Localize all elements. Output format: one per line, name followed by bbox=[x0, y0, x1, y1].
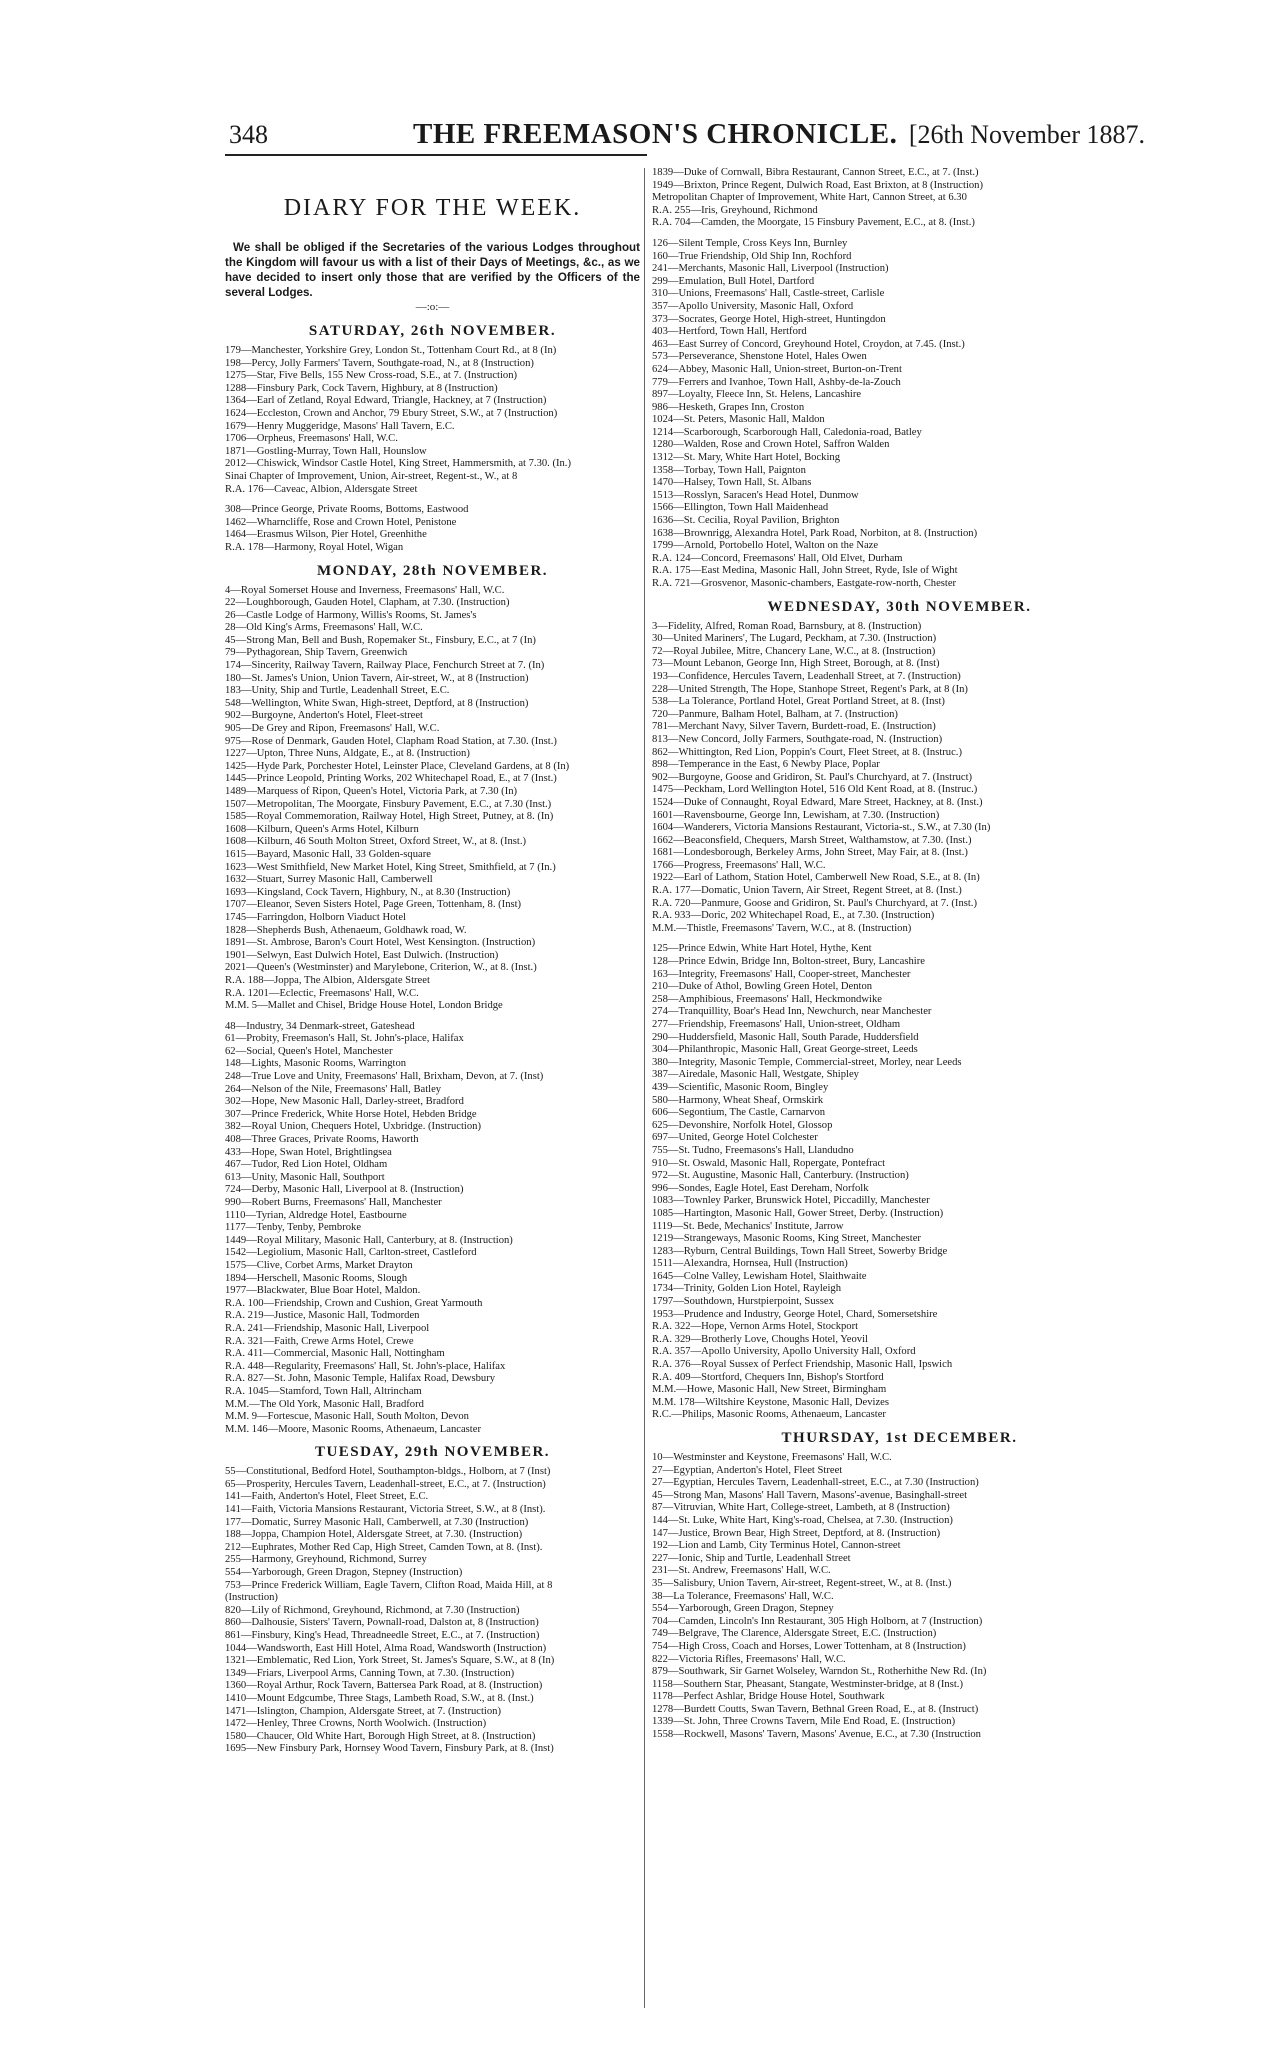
tuesday-list-continued bbox=[652, 167, 1147, 230]
lodge-entry: 1766—Progress, Freemasons' Hall, W.C. bbox=[652, 859, 826, 871]
lodge-entry: 210—Duke of Athol, Bowling Green Hotel, Denton bbox=[652, 981, 873, 993]
lodge-entry: 1681—Londesborough, Berkeley Arms, John Street, May Fair, at 8. (Inst.) bbox=[652, 847, 968, 859]
lodge-entry: 697—United, George Hotel Colchester bbox=[652, 1132, 818, 1144]
lodge-entry: 1219—Strangeways, Masonic Rooms, King Street, Manchester bbox=[652, 1233, 921, 1245]
lodge-entry: 177—Domatic, Surrey Masonic Hall, Camberwell, at 7.30 (Instruction) bbox=[225, 1516, 529, 1528]
lodge-entry: 198—Percy, Jolly Farmers' Tavern, Southgate-road, N., at 8 (Instruction) bbox=[225, 357, 534, 369]
lodge-entry: Sinai Chapter of Improvement, Union, Air-street, Regent-st., W., at 8 bbox=[225, 470, 518, 482]
lodge-entry: 3—Fidelity, Alfred, Roman Road, Barnsbury, at 8. (Instruction) bbox=[652, 620, 922, 632]
lodge-entry: R.A. 219—Justice, Masonic Hall, Todmorden bbox=[225, 1310, 420, 1322]
lodge-entry: 1339—St. John, Three Crowns Tavern, Mile End Road, E. (Instruction) bbox=[652, 1716, 956, 1728]
lodge-entry: R.A. 720—Panmure, Goose and Gridiron, St. Paul's Churchyard, at 7. (Inst.) bbox=[652, 897, 977, 909]
lodge-entry: R.A. 827—St. John, Masonic Temple, Halifax Road, Dewsbury bbox=[225, 1373, 496, 1385]
lodge-entry: 1470—Halsey, Town Hall, St. Albans bbox=[652, 477, 812, 489]
lodge-entry: 822—Victoria Rifles, Freemasons' Hall, W.C. bbox=[652, 1653, 846, 1665]
lodge-entry: 147—Justice, Brown Bear, High Street, Deptford, at 8. (Instruction) bbox=[652, 1527, 941, 1539]
thursday-list bbox=[652, 1452, 1147, 1742]
right-column bbox=[652, 167, 1147, 1742]
lodge-entry: 302—Hope, New Masonic Hall, Darley-street, Bradford bbox=[225, 1096, 464, 1108]
lodge-entry: 408—Three Graces, Private Rooms, Haworth bbox=[225, 1134, 419, 1146]
lodge-entry: 1227—Upton, Three Nuns, Aldgate, E., at 8. (Instruction) bbox=[225, 748, 470, 760]
lodge-entry: 10—Westminster and Keystone, Freemasons' Hall, W.C. bbox=[652, 1452, 892, 1463]
lodge-entry: 724—Derby, Masonic Hall, Liverpool at 8. (Instruction) bbox=[225, 1184, 464, 1196]
lodge-entry: 1839—Duke of Cornwall, Bibra Restaurant, Cannon Street, E.C., at 7. (Inst.) bbox=[652, 167, 979, 178]
lodge-entry: 183—Unity, Ship and Turtle, Leadenhall Street, E.C. bbox=[225, 685, 450, 697]
lodge-entry: 781—Merchant Navy, Silver Tavern, Burdett-road, E. (Instruction) bbox=[652, 721, 936, 733]
lodge-entry: 1734—Trinity, Golden Lion Hotel, Rayleigh bbox=[652, 1283, 842, 1295]
lodge-entry: 380—Integrity, Masonic Temple, Commercial-street, Morley, near Leeds bbox=[652, 1056, 962, 1068]
lodge-entry: 1575—Clive, Corbet Arms, Market Drayton bbox=[225, 1259, 413, 1271]
lodge-entry: 1706—Orpheus, Freemasons' Hall, W.C. bbox=[225, 433, 398, 445]
lodge-entry: 231—St. Andrew, Freemasons' Hall, W.C. bbox=[652, 1565, 831, 1577]
lodge-entry: R.A. 411—Commercial, Masonic Hall, Nottingham bbox=[225, 1348, 445, 1360]
monday-list-provincial bbox=[225, 1021, 640, 1437]
issue-date: [26th November 1887. bbox=[908, 120, 1145, 149]
lodge-entry: 1275—Star, Five Bells, 155 New Cross-road, S.E., at 7. (Instruction) bbox=[225, 370, 518, 382]
lodge-entry: R.A. 255—Iris, Greyhound, Richmond bbox=[652, 204, 818, 216]
gap bbox=[652, 230, 1147, 238]
lodge-entry: 1507—Metropolitan, The Moorgate, Finsbury Pavement, E.C., at 7.30 (Inst.) bbox=[225, 798, 552, 810]
lodge-entry: 180—St. James's Union, Union Tavern, Air-street, W., at 8 (Instruction) bbox=[225, 672, 529, 684]
lodge-entry: 720—Panmure, Balham Hotel, Balham, at 7. (Instruction) bbox=[652, 708, 898, 720]
lodge-entry: 1608—Kilburn, Queen's Arms Hotel, Kilburn bbox=[225, 823, 419, 835]
lodge-entry: 188—Joppa, Champion Hotel, Aldersgate Street, at 7.30. (Instruction) bbox=[225, 1529, 523, 1541]
lodge-entry: 73—Mount Lebanon, George Inn, High Street, Borough, at 8. (Inst) bbox=[652, 658, 940, 670]
lodge-entry: 144—St. Luke, White Hart, King's-road, Chelsea, at 7.30. (Instruction) bbox=[652, 1514, 953, 1526]
lodge-entry: 241—Merchants, Masonic Hall, Liverpool (Instruction) bbox=[652, 263, 889, 275]
lodge-entry: 28—Old King's Arms, Freemasons' Hall, W.C. bbox=[225, 622, 423, 634]
lodge-entry: 1083—Townley Parker, Brunswick Hotel, Piccadilly, Manchester bbox=[652, 1195, 930, 1207]
lodge-entry: 580—Harmony, Wheat Sheaf, Ormskirk bbox=[652, 1094, 824, 1106]
wednesday-heading: WEDNESDAY, 30th NOVEMBER. bbox=[767, 598, 1032, 615]
lodge-entry: 1524—Duke of Connaught, Royal Edward, Mare Street, Hackney, at 8. (Inst.) bbox=[652, 796, 983, 808]
lodge-entry: 1922—Earl of Lathom, Station Hotel, Camberwell New Road, S.E., at 8. (In) bbox=[652, 872, 980, 884]
lodge-entry: 1901—Selwyn, East Dulwich Hotel, East Dulwich. (Instruction) bbox=[225, 949, 499, 961]
lodge-entry: 753—Prince Frederick William, Eagle Tavern, Clifton Road, Maida Hill, at 8 bbox=[225, 1579, 553, 1591]
lodge-entry: 1693—Kingsland, Cock Tavern, Highbury, N., at 8.30 (Instruction) bbox=[225, 886, 511, 898]
lodge-entry: 48—Industry, 34 Denmark-street, Gateshead bbox=[225, 1020, 415, 1032]
lodge-entry: 1110—Tyrian, Aldredge Hotel, Eastbourne bbox=[225, 1209, 407, 1221]
column-divider bbox=[644, 168, 645, 2008]
lodge-entry: 248—True Love and Unity, Freemasons' Hall, Brixham, Devon, at 7. (Inst) bbox=[225, 1071, 544, 1083]
lodge-entry: R.A. 376—Royal Sussex of Perfect Friendship, Masonic Hall, Ipswich bbox=[652, 1359, 953, 1371]
lodge-entry: 1662—Beaconsfield, Chequers, Marsh Street, Walthamstow, at 7.30. (Inst.) bbox=[652, 834, 972, 846]
lodge-entry: 1489—Marquess of Ripon, Queen's Hotel, Victoria Park, at 7.30 (In) bbox=[225, 786, 518, 797]
lodge-entry: 141—Faith, Anderton's Hotel, Fleet Street, E.C. bbox=[225, 1491, 429, 1503]
lodge-entry: 27—Egyptian, Anderton's Hotel, Fleet Street bbox=[652, 1464, 843, 1476]
lodge-entry: 861—Finsbury, King's Head, Threadneedle Street, E.C., at 7. (Instruction) bbox=[225, 1630, 540, 1641]
lodge-entry: 573—Perseverance, Shenstone Hotel, Hales Owen bbox=[652, 351, 867, 363]
lodge-entry: 227—Ionic, Ship and Turtle, Leadenhall Street bbox=[652, 1552, 851, 1564]
lodge-entry: 72—Royal Jubilee, Mitre, Chancery Lane, W.C., at 8. (Instruction) bbox=[652, 645, 936, 657]
wednesday-list bbox=[652, 621, 1147, 936]
lodge-entry: 55—Constitutional, Bedford Hotel, Southampton-bldgs., Holborn, at 7 (Inst) bbox=[225, 1466, 551, 1478]
lodge-entry: 126—Silent Temple, Cross Keys Inn, Burnley bbox=[652, 237, 848, 249]
tuesday-list bbox=[225, 1466, 640, 1756]
lodge-entry: 813—New Concord, Jolly Farmers, Southgate-road, N. (Instruction) bbox=[652, 733, 943, 745]
lodge-entry: 403—Hertford, Town Hall, Hertford bbox=[652, 326, 807, 338]
lodge-entry: 35—Salisbury, Union Tavern, Air-street, Regent-street, W., at 8. (Inst.) bbox=[652, 1577, 952, 1589]
saturday-heading: SATURDAY, 26th NOVEMBER. bbox=[308, 323, 557, 339]
lodge-entry: 1280—Walden, Rose and Crown Hotel, Saffron Walden bbox=[652, 439, 890, 451]
diary-title: DIARY FOR THE WEEK. bbox=[283, 195, 582, 221]
lodge-entry: 1623—West Smithfield, New Market Hotel, King Street, Smithfield, at 7 (In.) bbox=[225, 861, 556, 873]
tuesday-heading: TUESDAY, 29th NOVEMBER. bbox=[314, 1444, 551, 1461]
saturday-list bbox=[225, 345, 640, 496]
lodge-entry: R.A. 704—Camden, the Moorgate, 15 Finsbury Pavement, E.C., at 8. (Inst.) bbox=[652, 217, 975, 229]
lodge-entry: 299—Emulation, Bull Hotel, Dartford bbox=[652, 275, 815, 287]
lodge-entry: R.A. 176—Caveac, Albion, Aldersgate Street bbox=[225, 483, 418, 495]
saturday-list-provincial bbox=[225, 504, 640, 554]
lodge-entry: 310—Unions, Freemasons' Hall, Castle-street, Carlisle bbox=[652, 288, 885, 300]
lodge-entry: 1445—Prince Leopold, Printing Works, 202 Whitechapel Road, E., at 7 (Inst.) bbox=[225, 773, 557, 785]
lodge-entry: 1894—Herschell, Masonic Rooms, Slough bbox=[225, 1272, 408, 1284]
lodge-entry: 467—Tudor, Red Lion Hotel, Oldham bbox=[225, 1159, 388, 1171]
lodge-entry: 62—Social, Queen's Hotel, Manchester bbox=[225, 1045, 393, 1057]
lodge-entry: 45—Strong Man, Masons' Hall Tavern, Masons'-avenue, Basinghall-street bbox=[652, 1489, 968, 1501]
lodge-entry: R.A. 188—Joppa, The Albion, Aldersgate Street bbox=[225, 974, 430, 986]
tuesday-list-provincial bbox=[652, 238, 1147, 591]
lodge-entry: 2021—Queen's (Westminster) and Marylebone, Criterion, W., at 8. (Inst.) bbox=[225, 962, 537, 974]
lodge-entry: R.A. 409—Stortford, Chequers Inn, Bishop's Stortford bbox=[652, 1371, 884, 1383]
lodge-entry: 160—True Friendship, Old Ship Inn, Rochford bbox=[652, 250, 852, 262]
lodge-entry: 1891—St. Ambrose, Baron's Court Hotel, West Kensington. (Instruction) bbox=[225, 937, 536, 949]
lodge-entry: 898—Temperance in the East, 6 Newby Place, Poplar bbox=[652, 759, 880, 771]
lodge-entry: 1044—Wandsworth, East Hill Hotel, Alma Road, Wandsworth (Instruction) bbox=[225, 1642, 547, 1654]
lodge-entry: 2012—Chiswick, Windsor Castle Hotel, King Street, Hammersmith, at 7.30. (In.) bbox=[225, 458, 571, 470]
lodge-entry: R.A. 1045—Stamford, Town Hall, Altrincham bbox=[225, 1385, 422, 1397]
lodge-entry: R.A. 357—Apollo University, Apollo University Hall, Oxford bbox=[652, 1346, 916, 1358]
lodge-entry: 1214—Scarborough, Scarborough Hall, Caledonia-road, Batley bbox=[652, 426, 922, 438]
lodge-entry: 538—La Tolerance, Portland Hotel, Great Portland Street, at 8. (Inst) bbox=[652, 696, 945, 708]
lodge-entry: 548—Wellington, White Swan, High-street, Deptford, at 8 (Instruction) bbox=[225, 697, 529, 709]
lodge-entry: 1695—New Finsbury Park, Hornsey Wood Tavern, Finsbury Park, at 8. (Inst) bbox=[225, 1743, 554, 1755]
lodge-entry: R.A. 175—East Medina, Masonic Hall, John Street, Ryde, Isle of Wight bbox=[652, 565, 958, 577]
lodge-entry: 990—Robert Burns, Freemasons' Hall, Manchester bbox=[225, 1197, 442, 1208]
left-column bbox=[225, 195, 640, 1756]
lodge-entry: 1475—Peckham, Lord Wellington Hotel, 516 Old Kent Road, at 8. (Instruc.) bbox=[652, 784, 978, 796]
lodge-entry: 128—Prince Edwin, Bridge Inn, Bolton-street, Bury, Lancashire bbox=[652, 956, 925, 968]
masthead bbox=[225, 116, 1145, 156]
gap bbox=[225, 1013, 640, 1021]
lodge-entry: 1604—Wanderers, Victoria Mansions Restaurant, Victoria-st., S.W., at 7.30 (In) bbox=[652, 822, 991, 834]
lodge-entry: R.A. 100—Friendship, Crown and Cushion, Great Yarmouth bbox=[225, 1297, 483, 1309]
lodge-entry: 1471—Islington, Champion, Aldersgate Street, at 7. (Instruction) bbox=[225, 1705, 501, 1717]
lodge-entry: 1608—Kilburn, 46 South Molton Street, Oxford Street, W., at 8. (Inst.) bbox=[225, 836, 527, 848]
lodge-entry: 975—Rose of Denmark, Gauden Hotel, Clapham Road Station, at 7.30. (Inst.) bbox=[225, 735, 557, 747]
lodge-entry: 1449—Royal Military, Masonic Hall, Canterbury, at 8. (Instruction) bbox=[225, 1234, 513, 1246]
lodge-entry: R.A. 241—Friendship, Masonic Hall, Liverpool bbox=[225, 1322, 430, 1334]
lodge-entry: 38—La Tolerance, Freemasons' Hall, W.C. bbox=[652, 1590, 834, 1602]
lodge-entry: 45—Strong Man, Bell and Bush, Ropemaker St., Finsbury, E.C., at 7 (In) bbox=[225, 634, 536, 646]
lodge-entry: 1828—Shepherds Bush, Athenaeum, Goldhawk road, W. bbox=[225, 924, 467, 936]
lodge-entry: 1119—St. Bede, Mechanics' Institute, Jarrow bbox=[652, 1220, 844, 1232]
lodge-entry: 1178—Perfect Ashlar, Bridge House Hotel, Southwark bbox=[652, 1691, 885, 1703]
lodge-entry: 905—De Grey and Ripon, Freemasons' Hall, W.C. bbox=[225, 723, 440, 735]
lodge-entry: 1601—Ravensbourne, George Inn, Lewisham, at 7.30. (Instruction) bbox=[652, 809, 940, 821]
lodge-entry: 754—High Cross, Coach and Horses, Lower Tottenham, at 8 (Instruction) bbox=[652, 1640, 966, 1652]
lodge-entry: 192—Lion and Lamb, City Terminus Hotel, Cannon-street bbox=[652, 1540, 901, 1552]
lodge-entry: 1321—Emblematic, Red Lion, York Street, St. James's Square, S.W., at 8 (In) bbox=[225, 1655, 555, 1667]
lodge-entry: 986—Hesketh, Grapes Inn, Croston bbox=[652, 401, 805, 413]
diary-intro: We shall be obliged if the Secretaries of the various Lodges throughout the Kingdom will favour us with a list of their Days of Meetings, &c., as we have decided to insert only those that are verified by the Officers of the several Lodges. bbox=[225, 241, 640, 299]
lodge-entry: 1580—Chaucer, Old White Hart, Borough High Street, at 8. (Instruction) bbox=[225, 1730, 536, 1742]
lodge-entry: 174—Sincerity, Railway Tavern, Railway Place, Fenchurch Street at 7. (In) bbox=[225, 660, 545, 672]
lodge-entry: R.A. 329—Brotherly Love, Choughs Hotel, Yeovil bbox=[652, 1333, 868, 1345]
lodge-entry: 1464—Erasmus Wilson, Pier Hotel, Greenhithe bbox=[225, 529, 427, 541]
lodge-entry: R.A. 322—Hope, Vernon Arms Hotel, Stockport bbox=[652, 1321, 859, 1333]
lodge-entry: 382—Royal Union, Chequers Hotel, Uxbridge. (Instruction) bbox=[225, 1121, 481, 1133]
lodge-entry: 264—Nelson of the Nile, Freemasons' Hall, Batley bbox=[225, 1083, 442, 1095]
lodge-entry: 624—Abbey, Masonic Hall, Union-street, Burton-on-Trent bbox=[652, 363, 902, 375]
lodge-entry: R.A. 448—Regularity, Freemasons' Hall, St. John's-place, Halifax bbox=[225, 1360, 506, 1372]
lodge-entry: 1358—Torbay, Town Hall, Paignton bbox=[652, 464, 806, 476]
monday-list bbox=[225, 585, 640, 1013]
separator: —:o:— bbox=[415, 301, 450, 313]
lodge-entry: 27—Egyptian, Hercules Tavern, Leadenhall-street, E.C., at 7.30 (Instruction) bbox=[652, 1477, 979, 1489]
lodge-entry: 1624—Eccleston, Crown and Anchor, 79 Ebury Street, S.W., at 7 (Instruction) bbox=[225, 407, 558, 419]
lodge-entry: 1953—Prudence and Industry, George Hotel, Chard, Somersetshire bbox=[652, 1308, 938, 1320]
lodge-entry: 1511—Alexandra, Hornsea, Hull (Instruction) bbox=[652, 1258, 848, 1270]
lodge-entry: 87—Vitruvian, White Hart, College-street, Lambeth, at 8 (Instruction) bbox=[652, 1502, 950, 1514]
lodge-entry: 125—Prince Edwin, White Hart Hotel, Hythe, Kent bbox=[652, 943, 872, 955]
lodge-entry: 274—Tranquillity, Boar's Head Inn, Newchurch, near Manchester bbox=[652, 1006, 932, 1018]
lodge-entry: 554—Yarborough, Green Dragon, Stepney (Instruction) bbox=[225, 1567, 463, 1579]
lodge-entry: Metropolitan Chapter of Improvement, White Hart, Cannon Street, at 6.30 bbox=[652, 192, 967, 204]
lodge-entry: 61—Probity, Freemason's Hall, St. John's-place, Halifax bbox=[225, 1033, 464, 1045]
lodge-entry: 1745—Farringdon, Holborn Viaduct Hotel bbox=[225, 911, 407, 923]
lodge-entry: 606—Segontium, The Castle, Carnarvon bbox=[652, 1107, 826, 1119]
lodge-entry: 1177—Tenby, Tenby, Pembroke bbox=[225, 1222, 362, 1234]
lodge-entry: 862—Whittington, Red Lion, Poppin's Court, Fleet Street, at 8. (Instruc.) bbox=[652, 746, 962, 758]
monday-heading: MONDAY, 28th NOVEMBER. bbox=[316, 562, 549, 579]
lodge-entry: 65—Prosperity, Hercules Tavern, Leadenhall-street, E.C., at 7. (Instruction) bbox=[225, 1478, 546, 1490]
lodge-entry: 625—Devonshire, Norfolk Hotel, Glossop bbox=[652, 1119, 833, 1131]
lodge-entry: R.A. 721—Grosvenor, Masonic-chambers, Eastgate-row-north, Chester bbox=[652, 578, 957, 589]
lodge-entry: 463—East Surrey of Concord, Greyhound Hotel, Croydon, at 7.45. (Inst.) bbox=[652, 338, 965, 350]
lodge-entry: 433—Hope, Swan Hotel, Brightlingsea bbox=[225, 1146, 392, 1158]
lodge-entry: 1312—St. Mary, White Hart Hotel, Bocking bbox=[652, 452, 841, 464]
lodge-entry: 902—Burgoyne, Anderton's Hotel, Fleet-street bbox=[225, 710, 423, 722]
lodge-entry: 1645—Colne Valley, Lewisham Hotel, Slaithwaite bbox=[652, 1270, 867, 1282]
lodge-entry: 255—Harmony, Greyhound, Richmond, Surrey bbox=[225, 1554, 427, 1566]
lodge-entry: R.A. 933—Doric, 202 Whitechapel Road, E., at 7.30. (Instruction) bbox=[652, 910, 935, 922]
lodge-entry: 307—Prince Frederick, White Horse Hotel, Hebden Bridge bbox=[225, 1108, 477, 1120]
gap bbox=[652, 935, 1147, 943]
wednesday-list-provincial bbox=[652, 943, 1147, 1422]
lodge-entry: 1797—Southdown, Hurstpierpoint, Sussex bbox=[652, 1296, 834, 1308]
lodge-entry: 1638—Brownrigg, Alexandra Hotel, Park Road, Norbiton, at 8. (Instruction) bbox=[652, 527, 978, 539]
lodge-entry: 228—United Strength, The Hope, Stanhope Street, Regent's Park, at 8 (In) bbox=[652, 683, 968, 695]
lodge-entry: 1462—Wharncliffe, Rose and Crown Hotel, Penistone bbox=[225, 516, 457, 528]
gap bbox=[225, 496, 640, 504]
header-rule bbox=[225, 154, 647, 156]
lodge-entry: 1615—Bayard, Masonic Hall, 33 Golden-square bbox=[225, 848, 431, 860]
lodge-entry: R.A. 177—Domatic, Union Tavern, Air Street, Regent Street, at 8. (Inst.) bbox=[652, 885, 962, 897]
lodge-entry: 290—Huddersfield, Masonic Hall, South Parade, Huddersfield bbox=[652, 1031, 919, 1043]
publication-title: THE FREEMASON'S CHRONICLE. bbox=[413, 118, 898, 150]
lodge-entry: 749—Belgrave, The Clarence, Aldersgate Street, E.C. (Instruction) bbox=[652, 1628, 937, 1640]
lodge-entry: 1278—Burdett Coutts, Swan Tavern, Bethnal Green Road, E., at 8. (Instruct) bbox=[652, 1703, 979, 1715]
lodge-entry: 704—Camden, Lincoln's Inn Restaurant, 305 High Holborn, at 7 (Instruction) bbox=[652, 1615, 983, 1627]
lodge-entry: 148—Lights, Masonic Rooms, Warrington bbox=[225, 1058, 407, 1070]
lodge-entry: 163—Integrity, Freemasons' Hall, Cooper-street, Manchester bbox=[652, 968, 911, 980]
lodge-entry: 1707—Eleanor, Seven Sisters Hotel, Page Green, Tottenham, 8. (Inst) bbox=[225, 899, 522, 911]
lodge-entry: 141—Faith, Victoria Mansions Restaurant, Victoria Street, S.W., at 8 (Inst). bbox=[225, 1504, 546, 1516]
lodge-entry: R.A. 321—Faith, Crewe Arms Hotel, Crewe bbox=[225, 1335, 414, 1347]
lodge-entry: 30—United Mariners', The Lugard, Peckham, at 7.30. (Instruction) bbox=[652, 633, 937, 645]
lodge-entry: 1364—Earl of Zetland, Royal Edward, Triangle, Hackney, at 7 (Instruction) bbox=[225, 395, 547, 407]
lodge-entry: 1799—Arnold, Portobello Hotel, Walton on the Naze bbox=[652, 540, 879, 552]
lodge-entry: 1566—Ellington, Town Hall Maidenhead bbox=[652, 502, 829, 514]
lodge-entry: 1472—Henley, Three Crowns, North Woolwich. (Instruction) bbox=[225, 1718, 487, 1730]
lodge-entry: 1085—Hartington, Masonic Hall, Gower Street, Derby. (Instruction) bbox=[652, 1207, 944, 1219]
lodge-entry: 1425—Hyde Park, Porchester Hotel, Leinster Place, Cleveland Gardens, at 8 (In) bbox=[225, 760, 570, 772]
page-number: 348 bbox=[229, 120, 268, 149]
lodge-entry: M.M.—Howe, Masonic Hall, New Street, Birmingham bbox=[652, 1384, 887, 1396]
lodge-entry: (Instruction) bbox=[225, 1592, 278, 1604]
lodge-entry: M.M. 9—Fortescue, Masonic Hall, South Molton, Devon bbox=[225, 1411, 469, 1423]
thursday-heading: THURSDAY, 1st DECEMBER. bbox=[781, 1430, 1018, 1446]
lodge-entry: 22—Loughborough, Gauden Hotel, Clapham, at 7.30. (Instruction) bbox=[225, 597, 510, 609]
lodge-entry: 373—Socrates, George Hotel, High-street, Huntingdon bbox=[652, 313, 886, 325]
lodge-entry: 1360—Royal Arthur, Rock Tavern, Battersea Park Road, at 8. (Instruction) bbox=[225, 1680, 543, 1692]
lodge-entry: 860—Dalhousie, Sisters' Tavern, Pownall-road, Dalston at, 8 (Instruction) bbox=[225, 1617, 539, 1629]
lodge-entry: 1949—Brixton, Prince Regent, Dulwich Road, East Brixton, at 8 (Instruction) bbox=[652, 179, 984, 191]
lodge-entry: M.M. 5—Mallet and Chisel, Bridge House Hotel, London Bridge bbox=[225, 1000, 503, 1012]
lodge-entry: M.M. 146—Moore, Masonic Rooms, Athenaeum, Lancaster bbox=[225, 1423, 481, 1435]
lodge-entry: 1410—Mount Edgcumbe, Three Stags, Lambeth Road, S.W., at 8. (Inst.) bbox=[225, 1692, 534, 1704]
lodge-entry: 1679—Henry Muggeridge, Masons' Hall Tavern, E.C. bbox=[225, 420, 455, 432]
lodge-entry: 1632—Stuart, Surrey Masonic Hall, Camberwell bbox=[225, 874, 433, 886]
lodge-entry: 972—St. Augustine, Masonic Hall, Canterbury. (Instruction) bbox=[652, 1170, 909, 1182]
lodge-entry: 879—Southwark, Sir Garnet Wolseley, Warndon St., Rotherhithe New Rd. (In) bbox=[652, 1666, 987, 1678]
lodge-entry: 1585—Royal Commemoration, Railway Hotel, High Street, Putney, at 8. (In) bbox=[225, 811, 554, 823]
lodge-entry: 387—Airedale, Masonic Hall, Westgate, Shipley bbox=[652, 1069, 859, 1081]
lodge-entry: 1283—Ryburn, Central Buildings, Town Hall Street, Sowerby Bridge bbox=[652, 1245, 948, 1257]
lodge-entry: 897—Loyalty, Fleece Inn, St. Helens, Lancashire bbox=[652, 389, 862, 401]
lodge-entry: 439—Scientific, Masonic Room, Bingley bbox=[652, 1081, 829, 1093]
lodge-entry: 1024—St. Peters, Masonic Hall, Maldon bbox=[652, 414, 825, 426]
lodge-entry: 212—Euphrates, Mother Red Cap, High Street, Camden Town, at 8. (Inst). bbox=[225, 1541, 543, 1553]
lodge-entry: R.C.—Philips, Masonic Rooms, Athenaeum, Lancaster bbox=[652, 1409, 886, 1421]
lodge-entry: 910—St. Oswald, Masonic Hall, Ropergate, Pontefract bbox=[652, 1157, 886, 1169]
lodge-entry: R.A. 178—Harmony, Royal Hotel, Wigan bbox=[225, 541, 404, 553]
lodge-entry: 1636—St. Cecilia, Royal Pavilion, Brighton bbox=[652, 515, 840, 527]
lodge-entry: M.M.—Thistle, Freemasons' Tavern, W.C., at 8. (Instruction) bbox=[652, 922, 912, 934]
lodge-entry: M.M. 178—Wiltshire Keystone, Masonic Hall, Devizes bbox=[652, 1396, 890, 1408]
lodge-entry: 1158—Southern Star, Pheasant, Stangate, Westminster-bridge, at 8 (Inst.) bbox=[652, 1678, 963, 1690]
lodge-entry: 820—Lily of Richmond, Greyhound, Richmond, at 7.30 (Instruction) bbox=[225, 1604, 520, 1616]
lodge-entry: 1288—Finsbury Park, Cock Tavern, Highbury, at 8 (Instruction) bbox=[225, 382, 498, 394]
lodge-entry: 1871—Gostling-Murray, Town Hall, Hounslow bbox=[225, 445, 427, 457]
lodge-entry: 1977—Blackwater, Blue Boar Hotel, Maldon. bbox=[225, 1285, 421, 1297]
lodge-entry: 277—Friendship, Freemasons' Hall, Union-street, Oldham bbox=[652, 1019, 901, 1030]
lodge-entry: 79—Pythagorean, Ship Tavern, Greenwich bbox=[225, 647, 408, 659]
lodge-entry: 755—St. Tudno, Freemasons's Hall, Llandudno bbox=[652, 1144, 854, 1156]
lodge-entry: 996—Sondes, Eagle Hotel, East Dereham, Norfolk bbox=[652, 1182, 869, 1194]
lodge-entry: M.M.—The Old York, Masonic Hall, Bradford bbox=[225, 1398, 424, 1410]
lodge-entry: 258—Amphibious, Freemasons' Hall, Heckmondwike bbox=[652, 993, 882, 1005]
lodge-entry: 308—Prince George, Private Rooms, Bottoms, Eastwood bbox=[225, 504, 469, 516]
lodge-entry: 613—Unity, Masonic Hall, Southport bbox=[225, 1171, 385, 1183]
lodge-entry: 554—Yarborough, Green Dragon, Stepney bbox=[652, 1603, 834, 1615]
lodge-entry: 779—Ferrers and Ivanhoe, Town Hall, Ashby-de-la-Zouch bbox=[652, 376, 901, 388]
lodge-entry: 1558—Rockwell, Masons' Tavern, Masons' Avenue, E.C., at 7.30 (Instruction bbox=[652, 1729, 981, 1741]
lodge-entry: 1542—Legiolium, Masonic Hall, Carlton-street, Castleford bbox=[225, 1247, 477, 1259]
lodge-entry: 179—Manchester, Yorkshire Grey, London St., Tottenham Court Rd., at 8 (In) bbox=[225, 345, 557, 356]
lodge-entry: 4—Royal Somerset House and Inverness, Freemasons' Hall, W.C. bbox=[225, 584, 505, 596]
lodge-entry: 902—Burgoyne, Goose and Gridiron, St. Paul's Churchyard, at 7. (Instruct) bbox=[652, 771, 973, 783]
lodge-entry: 26—Castle Lodge of Harmony, Willis's Rooms, St. James's bbox=[225, 609, 477, 621]
lodge-entry: 357—Apollo University, Masonic Hall, Oxford bbox=[652, 300, 854, 312]
lodge-entry: 1349—Friars, Liverpool Arms, Canning Town, at 7.30. (Instruction) bbox=[225, 1667, 515, 1679]
lodge-entry: 1513—Rosslyn, Saracen's Head Hotel, Dunmow bbox=[652, 489, 859, 501]
lodge-entry: R.A. 124—Concord, Freemasons' Hall, Old Elvet, Durham bbox=[652, 552, 903, 564]
lodge-entry: 304—Philanthropic, Masonic Hall, Great George-street, Leeds bbox=[652, 1044, 918, 1056]
lodge-entry: 193—Confidence, Hercules Tavern, Leadenhall Street, at 7. (Instruction) bbox=[652, 670, 961, 682]
lodge-entry: R.A. 1201—Eclectic, Freemasons' Hall, W.C. bbox=[225, 987, 419, 999]
